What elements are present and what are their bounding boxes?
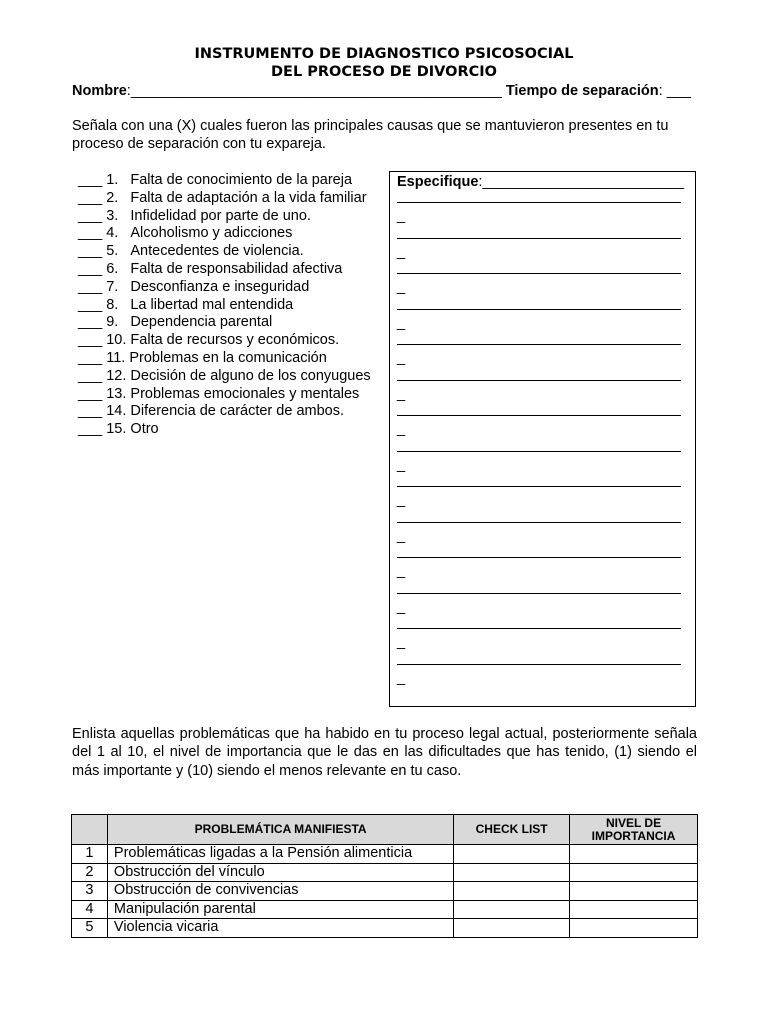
row-problem: Obstrucción de convivencias	[107, 882, 453, 901]
specify-blank[interactable]: :_________________________	[478, 174, 685, 190]
specify-line[interactable]	[397, 344, 681, 345]
name-row	[72, 82, 697, 100]
cause-checkbox-blank[interactable]: ___ 12.	[78, 367, 127, 384]
row-importance-cell[interactable]	[570, 845, 698, 864]
specify-dash: _	[397, 208, 406, 224]
cause-checkbox-blank[interactable]: ___ 14.	[78, 403, 127, 420]
separation-field[interactable]: : ___	[658, 83, 691, 99]
table-header-row	[72, 815, 698, 845]
specify-box[interactable]	[389, 171, 696, 707]
specify-line[interactable]	[397, 451, 681, 452]
cause-checkbox-blank[interactable]: ___ 5.	[78, 243, 119, 260]
specify-line[interactable]	[397, 522, 681, 523]
specify-dash: _	[397, 669, 406, 686]
cause-text: Falta de recursos y económicos.	[130, 332, 340, 349]
cause-checkbox-blank[interactable]: ___ 11.	[78, 349, 126, 366]
specify-dash: _	[397, 421, 406, 437]
specify-header	[397, 173, 684, 191]
causes-list	[78, 172, 388, 439]
instructions-text: Señala con una (X) cuales fueron las principales causas que se mantuvieron presentes en tu proceso de separación con tu expareja.	[72, 118, 669, 152]
cause-checkbox-blank[interactable]: ___ 15.	[78, 421, 127, 438]
specify-dash: _	[397, 563, 406, 579]
cause-item[interactable]	[78, 225, 388, 243]
cause-item[interactable]	[78, 332, 388, 350]
specify-dash: _	[397, 243, 406, 260]
cause-checkbox-blank[interactable]: ___ 6.	[78, 260, 119, 277]
specify-dash: _	[397, 350, 406, 366]
cause-text: La libertad mal entendida	[130, 296, 294, 313]
specify-label: Especifique	[397, 174, 479, 190]
name-field[interactable]: :______________________________________________	[126, 83, 502, 99]
cause-text: Alcoholismo y adicciones	[130, 225, 293, 242]
cause-checkbox-blank[interactable]: ___ 10.	[78, 332, 127, 349]
cause-text: Problemas en la comunicación	[129, 349, 327, 366]
row-number: 4	[72, 900, 108, 919]
specify-dash: _	[397, 492, 406, 508]
row-checklist-cell[interactable]	[454, 882, 570, 901]
cause-text: Dependencia parental	[130, 314, 273, 331]
cause-item[interactable]	[78, 403, 388, 421]
row-checklist-cell[interactable]	[454, 863, 570, 882]
cause-text: Falta de conocimiento de la pareja	[130, 172, 353, 188]
table-row	[72, 863, 698, 882]
specify-line[interactable]	[397, 202, 681, 203]
table-row	[72, 845, 698, 864]
row-importance-cell[interactable]	[570, 863, 698, 882]
row-problem: Violencia vicaria	[107, 919, 453, 938]
cause-item[interactable]	[78, 421, 388, 439]
cause-item[interactable]	[78, 208, 388, 226]
row-problem: Manipulación parental	[107, 900, 453, 919]
cause-text: Infidelidad por parte de uno.	[130, 207, 311, 224]
cause-text: Falta de responsabilidad afectiva	[130, 260, 343, 277]
cause-item[interactable]	[78, 350, 388, 368]
row-importance-cell[interactable]	[570, 900, 698, 919]
instructions-paragraph-2: Enlista aquellas problemáticas que ha habido en tu proceso legal actual, posteriormente señala del 1 al 10, el nivel de importancia que le das en las dificultades que has tenido, (1) siendo el más importante y (10) siendo el menos relevante en tu caso.	[72, 726, 697, 779]
cause-checkbox-blank[interactable]: ___ 1.	[78, 172, 119, 188]
cause-text: Antecedentes de violencia.	[130, 243, 304, 260]
row-number: 1	[72, 845, 108, 864]
cause-item[interactable]	[78, 297, 388, 315]
specify-dash: _	[397, 279, 406, 295]
cause-item[interactable]	[78, 279, 388, 297]
specify-dash: _	[397, 314, 406, 331]
cause-checkbox-blank[interactable]: ___ 7.	[78, 278, 119, 295]
specify-line[interactable]	[397, 557, 681, 558]
row-problem: Obstrucción del vínculo	[107, 863, 453, 882]
cause-item[interactable]	[78, 314, 388, 332]
cause-checkbox-blank[interactable]: ___ 4.	[78, 225, 119, 242]
cause-item[interactable]	[78, 386, 388, 404]
cause-item[interactable]	[78, 190, 388, 208]
row-importance-cell[interactable]	[570, 882, 698, 901]
specify-line[interactable]	[397, 238, 681, 239]
specify-line[interactable]	[397, 628, 681, 629]
name-label: Nombre	[72, 83, 127, 99]
cause-item[interactable]	[78, 243, 388, 261]
header-problem: PROBLEMÁTICA MANIFIESTA	[107, 815, 453, 845]
specify-line[interactable]	[397, 273, 681, 274]
cause-checkbox-blank[interactable]: ___ 2.	[78, 189, 119, 206]
form-title-line1: INSTRUMENTO DE DIAGNOSTICO PSICOSOCIAL	[194, 46, 574, 62]
cause-checkbox-blank[interactable]: ___ 9.	[78, 314, 119, 331]
specify-line[interactable]	[397, 380, 681, 381]
cause-text: Problemas emocionales y mentales	[130, 385, 360, 402]
specify-dash: _	[397, 598, 406, 615]
cause-text: Desconfianza e inseguridad	[130, 278, 310, 295]
cause-checkbox-blank[interactable]: ___ 13.	[78, 385, 127, 402]
row-importance-cell[interactable]	[570, 919, 698, 938]
cause-text: Falta de adaptación a la vida familiar	[130, 189, 367, 206]
row-problem: Problemáticas ligadas a la Pensión alimenticia	[107, 845, 453, 864]
header-number	[72, 815, 108, 845]
specify-line[interactable]	[397, 309, 681, 310]
problems-table	[71, 814, 698, 938]
row-number: 3	[72, 882, 108, 901]
specify-dash: _	[397, 456, 406, 473]
cause-item[interactable]	[78, 172, 388, 190]
row-number: 5	[72, 919, 108, 938]
table-row	[72, 919, 698, 938]
cause-checkbox-blank[interactable]: ___ 3.	[78, 207, 119, 224]
cause-item[interactable]	[78, 261, 388, 279]
cause-checkbox-blank[interactable]: ___ 8.	[78, 296, 119, 313]
cause-item[interactable]	[78, 368, 388, 386]
table-row	[72, 882, 698, 901]
specify-line[interactable]	[397, 415, 681, 416]
row-checklist-cell[interactable]	[454, 919, 570, 938]
specify-line[interactable]	[397, 664, 681, 665]
specify-dash: _	[397, 634, 406, 650]
separation-label: Tiempo de separación	[505, 83, 659, 99]
specify-line[interactable]	[397, 486, 681, 487]
row-checklist-cell[interactable]	[454, 900, 570, 919]
cause-text: Decisión de alguno de los conyugues	[130, 367, 371, 384]
row-checklist-cell[interactable]	[454, 845, 570, 864]
form-title-line2: DEL PROCESO DE DIVORCIO	[271, 64, 497, 80]
header-importance: NIVEL DE IMPORTANCIA	[570, 815, 698, 845]
specify-line[interactable]	[397, 593, 681, 594]
table-row	[72, 900, 698, 919]
header-checklist: CHECK LIST	[454, 815, 570, 845]
specify-dash: _	[397, 385, 406, 402]
row-number: 2	[72, 863, 108, 882]
cause-text: Diferencia de carácter de ambos.	[130, 403, 344, 420]
cause-text: Otro	[130, 421, 159, 438]
specify-dash: _	[397, 527, 406, 544]
